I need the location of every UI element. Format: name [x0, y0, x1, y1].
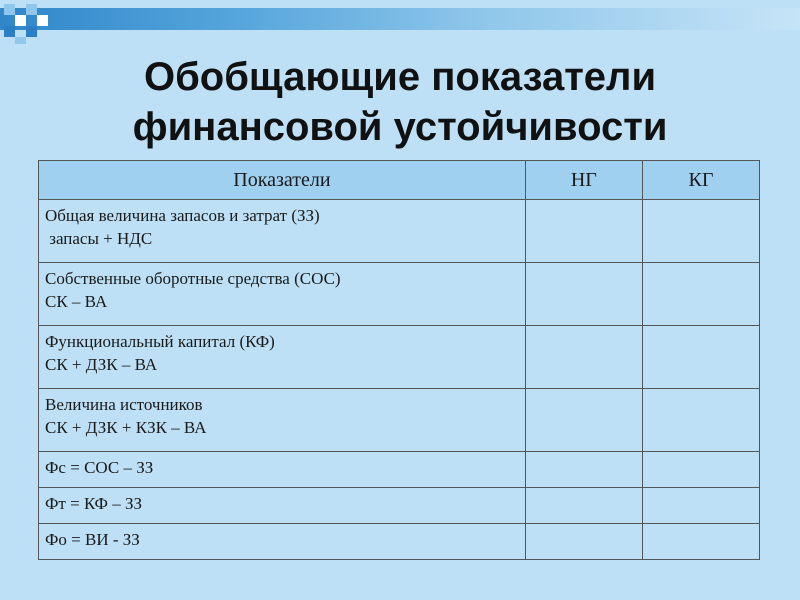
table-row — [39, 200, 760, 263]
deco-square — [4, 26, 15, 37]
indicator-formula: СК + ДЗК – ВА — [45, 355, 158, 374]
indicator-formula: СК + ДЗК + КЗК – ВА — [45, 418, 207, 437]
corner-squares-decoration — [0, 0, 60, 44]
deco-square — [15, 15, 26, 26]
indicator-cell — [39, 326, 526, 389]
deco-square — [4, 4, 15, 15]
kg-value-cell — [642, 200, 759, 263]
indicator-name: Величина источников — [45, 395, 203, 414]
ng-value-cell — [525, 263, 642, 326]
ng-value-cell — [525, 326, 642, 389]
indicator-cell — [39, 389, 526, 452]
deco-square — [26, 26, 37, 37]
table-row — [39, 452, 760, 488]
header-ng: НГ — [525, 161, 642, 200]
table-header-row — [39, 161, 760, 200]
top-decorative-bar — [0, 8, 800, 30]
indicator-cell — [39, 488, 526, 524]
table-row — [39, 263, 760, 326]
indicator-formula: Фт = КФ – ЗЗ — [45, 494, 143, 513]
indicator-formula: Фс = СОС – ЗЗ — [45, 458, 154, 477]
kg-value-cell — [642, 524, 759, 560]
ng-value-cell — [525, 524, 642, 560]
table-row — [39, 389, 760, 452]
kg-value-cell — [642, 326, 759, 389]
indicator-name: Общая величина запасов и затрат (ЗЗ) — [45, 206, 320, 225]
table-row — [39, 524, 760, 560]
indicator-name: Функциональный капитал (КФ) — [45, 332, 275, 351]
kg-value-cell — [642, 452, 759, 488]
kg-value-cell — [642, 389, 759, 452]
deco-square — [26, 4, 37, 15]
indicator-cell — [39, 263, 526, 326]
deco-square — [37, 15, 48, 26]
title-line-1: Обобщающие показатели — [143, 55, 657, 99]
kg-value-cell — [642, 263, 759, 326]
indicator-formula: СК – ВА — [45, 292, 108, 311]
indicators-table — [38, 160, 760, 560]
indicator-cell — [39, 200, 526, 263]
title-line-2: финансовой устойчивости — [132, 105, 668, 149]
ng-value-cell — [525, 200, 642, 263]
indicator-formula: Фо = ВИ - ЗЗ — [45, 530, 140, 549]
indicator-cell — [39, 452, 526, 488]
indicator-formula: запасы + НДС — [45, 229, 153, 248]
header-indicators: Показатели — [39, 161, 526, 200]
indicator-cell — [39, 524, 526, 560]
indicator-name: Собственные оборотные средства (СОС) — [45, 269, 341, 288]
ng-value-cell — [525, 389, 642, 452]
header-kg: КГ — [642, 161, 759, 200]
deco-square — [15, 37, 26, 44]
ng-value-cell — [525, 488, 642, 524]
table-row — [39, 488, 760, 524]
slide-title — [0, 52, 800, 152]
table-row — [39, 326, 760, 389]
ng-value-cell — [525, 452, 642, 488]
kg-value-cell — [642, 488, 759, 524]
